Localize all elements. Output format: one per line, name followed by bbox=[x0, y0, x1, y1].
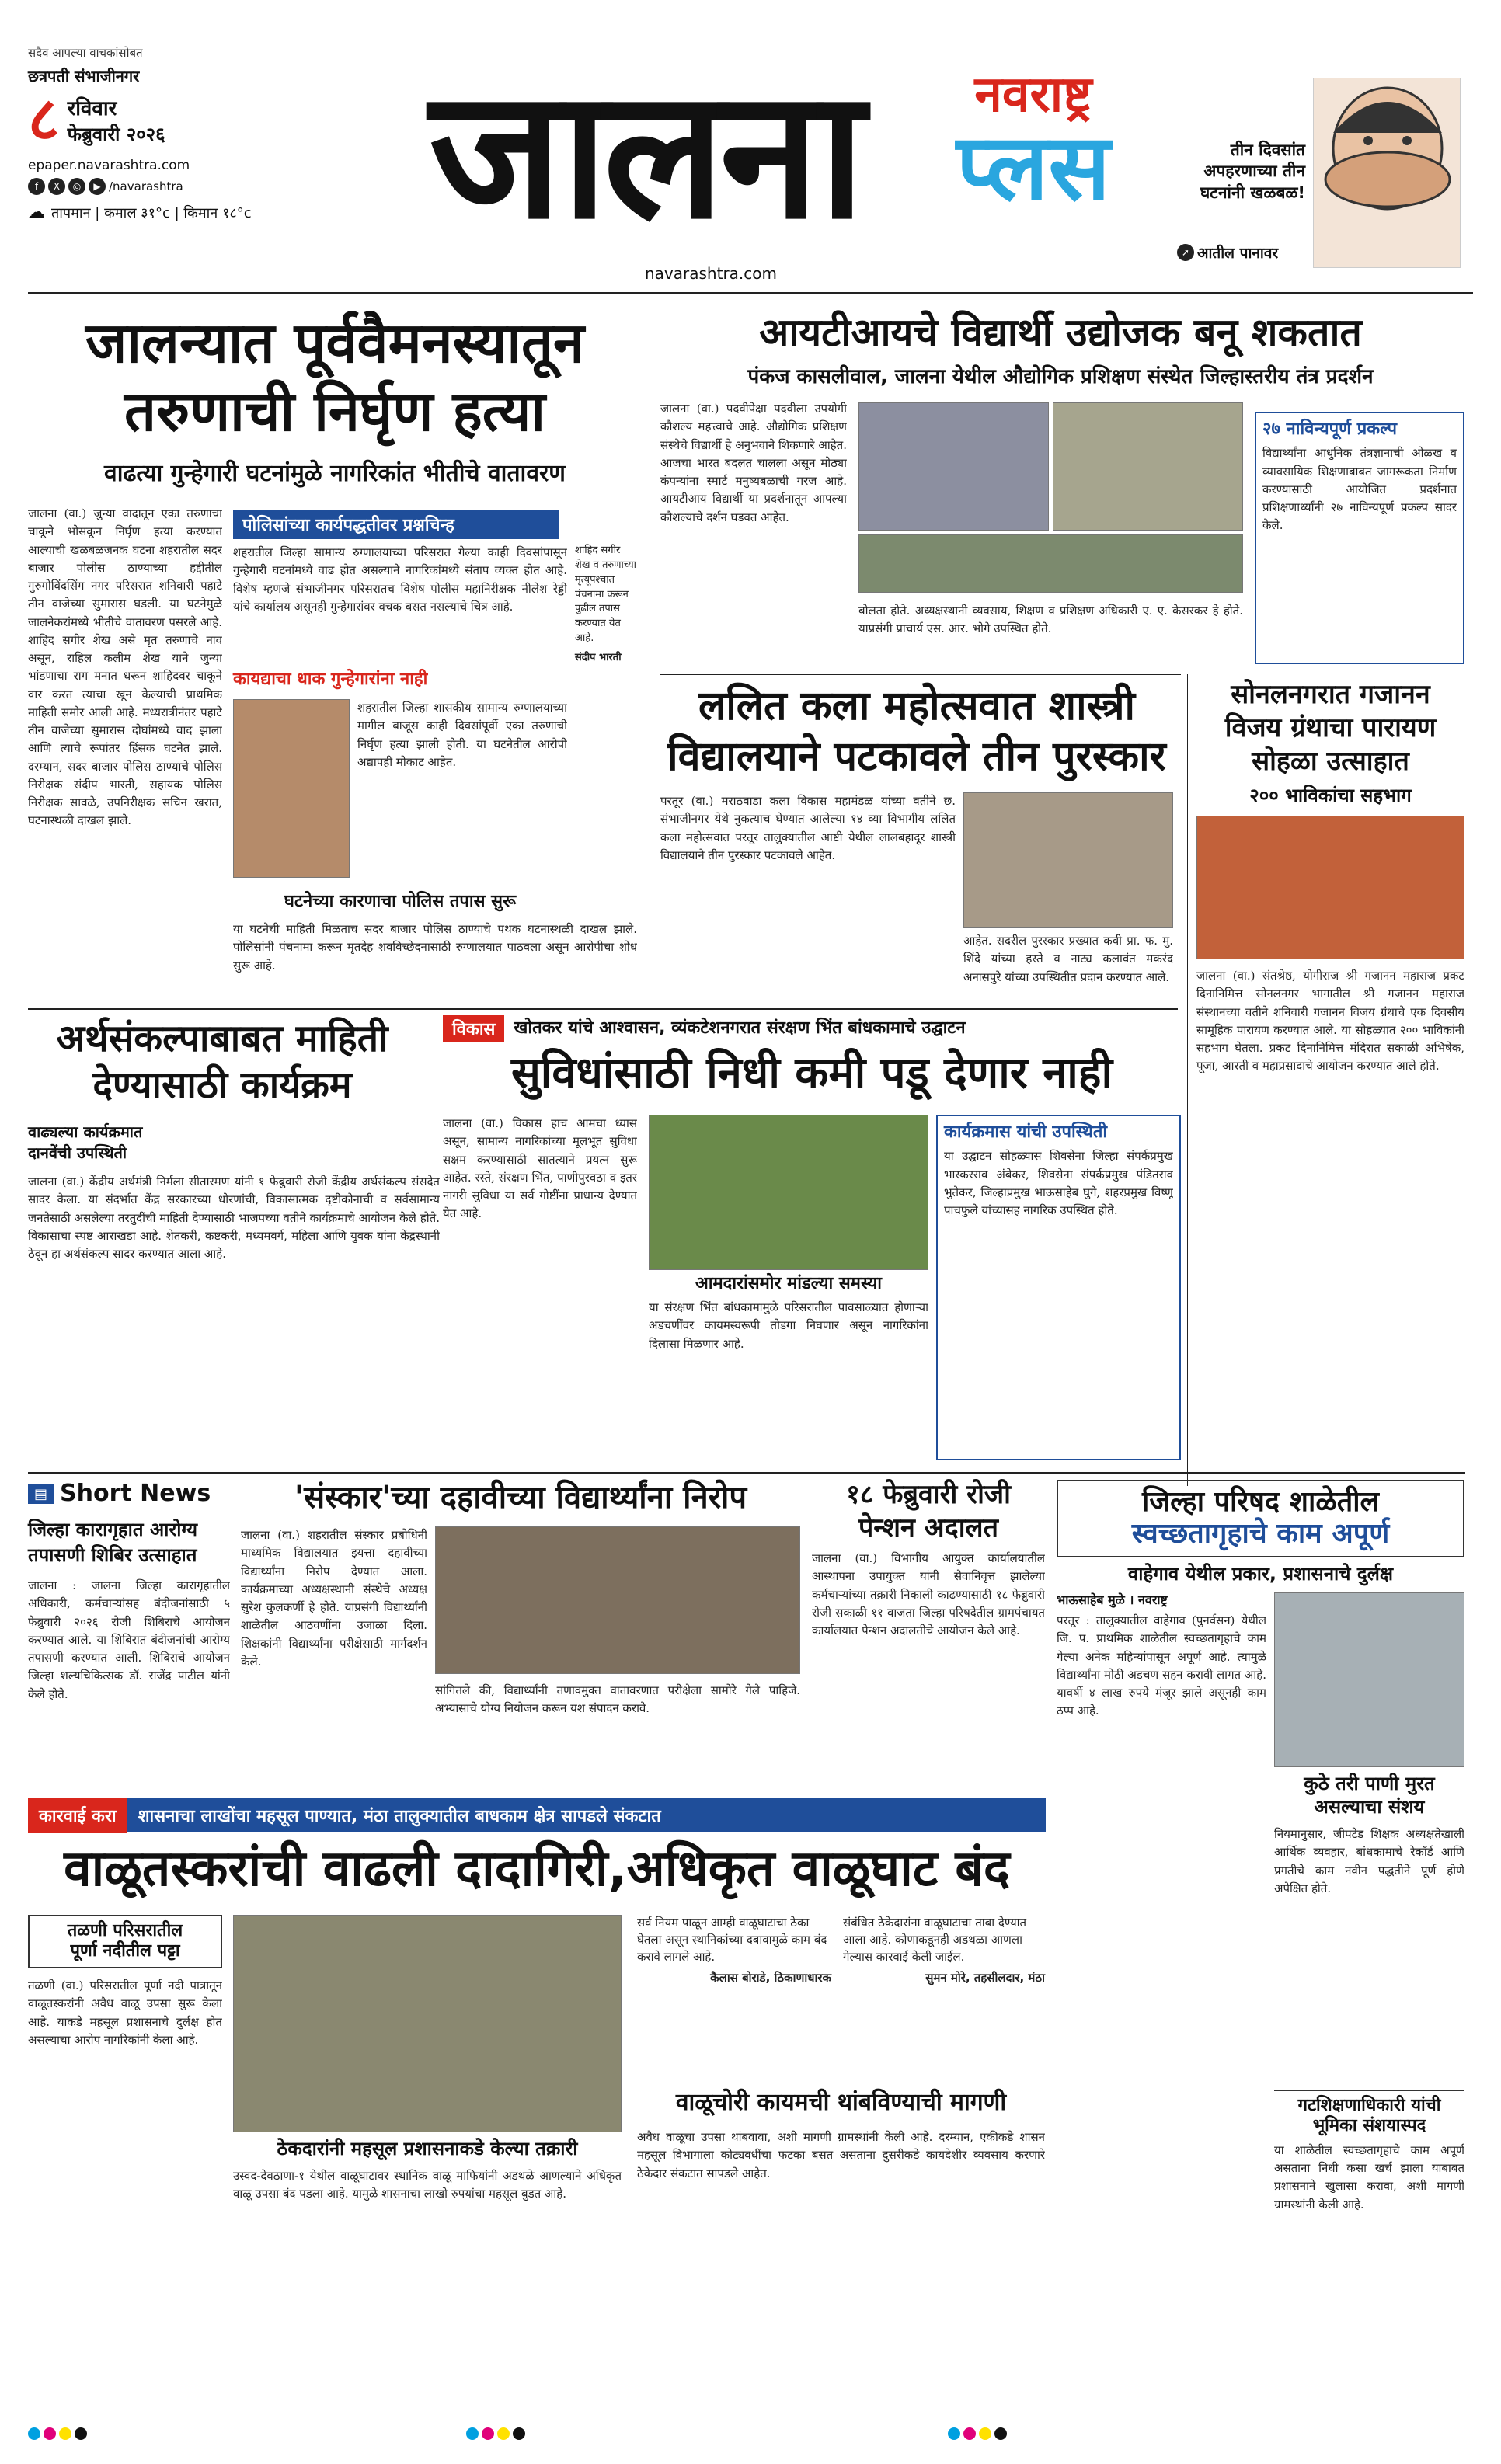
s6-kicker-row bbox=[443, 1014, 1181, 1042]
masthead-title: जालना bbox=[429, 51, 861, 259]
s6-tag: विकास bbox=[443, 1015, 504, 1042]
s5-body-spacer bbox=[225, 1122, 443, 1169]
youtube-icon[interactable]: ▶ bbox=[89, 178, 106, 195]
s9-headline-2: पेन्शन अदालत bbox=[858, 1512, 998, 1543]
brand-plus: प्लस bbox=[956, 113, 1111, 221]
teaser-illustration bbox=[1313, 78, 1461, 268]
s11-quote-1-by: कैलास बोराडे, ठिकाणाधारक bbox=[710, 1971, 831, 1985]
brand-logo bbox=[917, 66, 1150, 221]
s4-headline-3: सोहळा उत्साहात bbox=[1252, 746, 1409, 777]
masthead-left bbox=[28, 45, 354, 222]
s1-subhead: वाढत्या गुन्हेगारी घटनांमुळे नागरिकांत भीतीचे वातावरण bbox=[104, 460, 566, 487]
weekday: रविवार bbox=[67, 96, 117, 120]
s3-body-2: आहेत. सदरील पुरस्कार प्रख्यात कवी प्रा. फ. मु. शिंदे यांच्या हस्ते व नाट्य कलावंत मकरंद अनासपुरे यांच्या उपस्थितीत प्रदान करण्यात आले. bbox=[963, 934, 1173, 984]
s4-subhead: २०० भाविकांचा सहभाग bbox=[1249, 785, 1412, 806]
s10-photo-caption-2: असल्याचा संशय bbox=[1314, 1796, 1425, 1818]
s7-label-row bbox=[28, 1480, 222, 1508]
facebook-icon[interactable]: f bbox=[28, 178, 45, 195]
print-registration-left bbox=[28, 2427, 90, 2443]
s1-headline-2: तरुणाची निर्घृण हत्या bbox=[124, 378, 546, 444]
s10-subhead: वाहेगाव येथील प्रकार, प्रशासनाचे दुर्लक्ष bbox=[1127, 1563, 1394, 1585]
teaser-link[interactable] bbox=[1177, 242, 1332, 263]
edition-city: छत्रपती संभाजीनगर bbox=[28, 67, 140, 85]
s9-body: जालना (वा.) विभागीय आयुक्त कार्यालयातील आस्थापना उपायुक्त यांनी सेवानिवृत्त झालेल्या कर्मचाऱ्यांच्या तक्रारी निकाली काढण्यासाठी १८ फेब्रुवारी रोजी सकाळी ११ वाजता जिल्हा परिषदेतील ग्रामपंचायत कार्यालयात पेन्शन अदालतीचे आयोजन केले आहे. bbox=[812, 1551, 1045, 1637]
s2-photo-3 bbox=[858, 534, 1243, 593]
s10-headline-2: स्वच्छतागृहाचे काम अपूर्ण bbox=[1131, 1518, 1390, 1550]
s3-photo bbox=[963, 792, 1173, 928]
s11-quote-1-box bbox=[637, 1915, 831, 2070]
s1-quote: शाहिद सगीर शेख व तरुणाच्या मृत्यूपश्चात पंचनामा करून पुढील तपास करण्यात येत आहे. bbox=[575, 545, 636, 645]
s11-side-title-2: पूर्णा नदीतील पट्टा bbox=[70, 1941, 180, 1961]
s2-box-title: २७ नाविन्यपूर्ण प्रकल्प bbox=[1262, 419, 1398, 439]
distressed-child-illustration bbox=[1314, 78, 1461, 268]
social-handle: /navarashtra bbox=[109, 179, 183, 193]
s10-headline-1: जिल्हा परिषद शाळेतील bbox=[1142, 1486, 1379, 1518]
s2-body: जालना (वा.) पदवीपेक्षा पदवीला उपयोगी कौशल्य महत्त्वाचे आहे. औद्योगिक प्रशिक्षण संस्थेचे विद्यार्थी हे अनुभवाने शिकणारे आहेत. आजचा भारत बदलत चालला असून मोठ्या कंपन्यांना स्मार्ट मनुष्यबळाची गरज आहे. आयटीआय विद्यार्थी या प्रदर्शनातून आपल्या कौशल्याचे दर्शन घडवत आहेत. bbox=[660, 402, 847, 524]
date-day-number: ८ bbox=[28, 85, 60, 155]
s10-head-box bbox=[1057, 1480, 1464, 1557]
s5-body: जालना (वा.) केंद्रीय अर्थमंत्री निर्मला सीतारमण यांनी १ फेब्रुवारी रोजी केंद्रीय अर्थसंकल्प संसदेत सादर केला. या संदर्भात केंद्र सरकारच्या धोरणांची, विकासात्मक दृष्टीकोनाची व सर्वसामान्य जनतेसाठी असलेल्या तरतुदींची माहिती देण्यासाठी भाजपच्या वतीने कार्यक्रमाचे आयोजन केले होते. विकासाचा स्पष्ट आराखडा आहे. शेतकरी, कष्टकरी, मध्यमवर्ग, महिला आणि युवक यांना केंद्रस्थानी ठेवून हा अर्थसंकल्प सादर करण्यात आला आहे. bbox=[28, 1175, 440, 1261]
s3-body: परतूर (वा.) मराठवाडा कला विकास महामंडळ यांच्या वतीने छ. संभाजीनगर येथे नुकत्याच घेण्यात आलेल्या १४ व्या विभागीय ललित कला महोत्सवात परतूर तालुक्यातील आष्टी येथील लालबहादूर शास्त्री विद्यालयाने तीन पुरस्कार पटकावले आहेत. bbox=[660, 794, 956, 862]
lower-rule bbox=[28, 1472, 1465, 1474]
s5-headline-2: देण्यासाठी कार्यक्रम bbox=[92, 1063, 352, 1107]
instagram-icon[interactable]: ◎ bbox=[68, 178, 85, 195]
s5-subhead-1: वाढ्यल्या कार्यक्रमात bbox=[28, 1122, 143, 1141]
s11-subhead-2: वाळूचोरी कायमची थांबविण्याची मागणी bbox=[675, 2089, 1007, 2116]
s1-box-title: कायद्याचा धाक गुन्हेगारांना नाही bbox=[233, 670, 428, 689]
s5-subhead-2: दानवेंची उपस्थिती bbox=[28, 1143, 127, 1162]
s1-caption: घटनेच्या कारणाचा पोलिस तपास सुरू bbox=[284, 892, 517, 911]
s10-photo bbox=[1274, 1592, 1464, 1767]
s6-box-body: या उद्घाटन सोहळ्यास शिवसेना जिल्हा संपर्कप्रमुख भास्करराव अंबेकर, शिवसेना संपर्कप्रमुख पंडितराव भुतेकर, जिल्हाप्रमुख भाऊसाहेब घुगे, शहरप्रमुख विष्णू पाचफुले यांच्यासह नागरिक उपस्थित होते. bbox=[944, 1149, 1173, 1218]
s8-body-2: सांगितले की, विद्यार्थ्यांनी तणावमुक्त वातावरणात परीक्षेला सामोरे गेले पाहिजे. अभ्यासाचे योग्य नियोजन करून यश संपादन करावे. bbox=[435, 1683, 800, 1716]
s8-headline: 'संस्कार'च्या दहावीच्या विद्यार्थ्यांना निरोप bbox=[294, 1480, 747, 1516]
s1-headline-1: जालन्यात पूर्ववैमनस्यातून bbox=[85, 310, 585, 375]
s3-headline-2: विद्यालयाने पटकावले तीन पुरस्कार bbox=[667, 733, 1166, 780]
print-registration-mid bbox=[466, 2427, 528, 2443]
teaser-byline: आतील पानावर bbox=[1197, 245, 1279, 262]
s6-headline: सुविधांसाठी निधी कमी पडू देणार नाही bbox=[510, 1048, 1113, 1098]
brand-name: नवराष्ट्र bbox=[974, 66, 1092, 124]
s11-side-title-1: तळणी परिसरातील bbox=[67, 1921, 183, 1940]
s11-quote-2: संबंधित ठेकेदारांना वाळूघाटाचा ताबा देण्यात आला आहे. कोणाकडूनही अडथळा आणला गेल्यास कारवाई केली जाईल. bbox=[843, 1916, 1027, 1964]
s10-body: परतूर : तालुक्यातील वाहेगाव (पुनर्वसन) येथील जि. प. प्राथमिक शाळेतील स्वच्छतागृहाचे काम गेल्या अनेक महिन्यांपासून अपूर्ण आहे. त्यामुळे विद्यार्थ्यांना मोठी अडचण सहन करावी लागत आहे. यावर्षी ४ लाख रुपये मंजूर झाले असूनही काम ठप्प आहे. bbox=[1057, 1613, 1266, 1718]
s7-headline-1: जिल्हा कारागृहात आरोग्य bbox=[28, 1519, 198, 1540]
s3-headline-1: ललित कला महोत्सवात शास्त्री bbox=[698, 683, 1136, 729]
s6-caption: आमदारांसमोर मांडल्या समस्या bbox=[695, 1274, 882, 1293]
s11-kicker-bar bbox=[28, 1798, 1046, 1832]
s4-headline-1: सोनलनगरात गजानन bbox=[1231, 679, 1430, 710]
s6-box bbox=[936, 1115, 1181, 1460]
masthead-rule bbox=[28, 292, 1473, 294]
s11-headline: वाळूतस्करांची वाढली दादागिरी,अधिकृत वाळूघाट बंद bbox=[64, 1840, 1010, 1898]
tagline: सदैव आपल्या वाचकांसोबत bbox=[28, 46, 143, 60]
weather-icon: ☁ bbox=[28, 203, 45, 222]
mid-rule bbox=[28, 1008, 1178, 1010]
s11-kicker: शासनाचा लाखोंचा महसूल पाण्यात, मंठा तालुक्यातील बाधकाम क्षेत्र सापडले संकटात bbox=[138, 1807, 661, 1826]
s2-headline: आयटीआयचे विद्यार्थी उद्योजक बनू शकतात bbox=[759, 310, 1362, 355]
s1-photo bbox=[233, 699, 350, 878]
teaser-text: तीन दिवसांत अपहरणाच्या तीन घटनांनी खळबळ! bbox=[1200, 141, 1305, 202]
weather-readout: तापमान | कमाल ३१°c | किमान १८°c bbox=[51, 204, 252, 221]
s4-headline-2: विजय ग्रंथाचा पारायण bbox=[1224, 712, 1437, 743]
s3-top-rule bbox=[660, 674, 1181, 675]
masthead-site: navarashtra.com bbox=[645, 264, 777, 283]
s11-side-body: तळणी (वा.) परिसरातील पूर्णा नदी पात्रातून वाळूतस्करांनी अवैध वाळू उपसा सुरू केला आहे. याकडे महसूल प्रशासनाचे दुर्लक्ष होत असल्याचा आरोप नागरिकांनी केला आहे. bbox=[28, 1979, 222, 2047]
s4-body: जालना (वा.) संतश्रेष्ठ, योगीराज श्री गजानन महाराज प्रकट दिनानिमित्त सोनलनगर भागातील श्री गजानन महाराज संस्थानच्या वतीने शनिवारी गजानन विजय ग्रंथाचे एक दिवसीय सामूहिक पारायण करण्यात आले. या सोहळ्यात २०० भाविकांनी सहभाग घेतला. प्रकट दिनानिमित्त मंदिरात सकाळी अभिषेक, पूजा, आरती व महाप्रसादाचे आयोजन करण्यात आले होते. bbox=[1196, 969, 1464, 1074]
s10-photo-caption-1: कुठे तरी पाणी मुरत bbox=[1304, 1773, 1435, 1794]
s11-side-box bbox=[28, 1915, 222, 1968]
col-divider-right bbox=[1187, 674, 1188, 1486]
print-registration-right bbox=[948, 2427, 1010, 2443]
arrow-icon: ➚ bbox=[1177, 244, 1194, 261]
s10-box-body: या शाळेतील स्वच्छतागृहाचे काम अपूर्ण असताना निधी कसा खर्च झाला याबाबत प्रशासनाने खुलासा करावा, अशी मागणी ग्रामस्थांनी केली आहे. bbox=[1274, 2142, 1464, 2212]
s11-quote-2-box bbox=[843, 1915, 1045, 2070]
s6-body: जालना (वा.) विकास हाच आमचा ध्यास असून, सामान्य नागरिकांच्या मूलभूत सुविधा सक्षम करण्यासाठी सातत्याने प्रयत्न सुरू आहेत. रस्ते, संरक्षण भिंत, पाणीपुरवठा व इतर नागरी सुविधा या सर्व गोष्टींना प्राधान्य देण्यात येत आहे. bbox=[443, 1116, 637, 1221]
s4-photo bbox=[1196, 816, 1464, 959]
s2-box bbox=[1255, 412, 1464, 664]
s1-quote-by: संदीप भारती bbox=[575, 651, 622, 663]
s11-body: उस्वद-देवठाणा-१ येथील वाळूघाटावर स्थानिक वाळू माफियांनी अडथळे आणल्याने अधिकृत वाळू उपसा बंद पडला आहे. यामुळे शासनाचा लाखो रुपयांचा महसूल बुडत आहे. bbox=[233, 2169, 622, 2201]
s7-body: जालना : जालना जिल्हा कारागृहातील अधिकारी, कर्मचाऱ्यांसह बंदीजनांसाठी ५ फेब्रुवारी २०२६ रोजी शिबिराचे आयोजन करण्यात आले. या शिबिरात बंदीजनांची आरोग्य तपासणी करण्यात आली. शिबिराचे आयोजन जिल्हा शल्यचिकित्सक डॉ. राजेंद्र पाटील यांनी केले होते. bbox=[28, 1578, 230, 1701]
s11-quote-1: सर्व नियम पाळून आम्ही वाळूघाटाचा ठेका घेतला असून स्थानिकांच्या दबावामुळे काम बंद करावे लागले आहे. bbox=[637, 1916, 827, 1964]
s2-subhead: पंकज कासलीवाल, जालना येथील औद्योगिक प्रशिक्षण संस्थेत जिल्हास्तरीय तंत्र प्रदर्शन bbox=[747, 365, 1374, 388]
s8-photo bbox=[435, 1526, 800, 1674]
s10-body-2: नियमानुसार, जीपटेड शिक्षक अध्यक्षतेखाली आर्थिक व्यवहार, बांधकामाचे रेकॉर्ड आणि प्रगतीचे काम नवीन पद्धतीने पूर्ण होणे अपेक्षित होते. bbox=[1274, 1827, 1464, 1895]
x-icon[interactable]: X bbox=[48, 178, 65, 195]
s6-kicker: खोतकर यांचे आश्वासन, व्यंकटेशनगरात संरक्षण भिंत बांधकामाचे उद्घाटन bbox=[514, 1018, 966, 1038]
s1-body-3: या घटनेची माहिती मिळताच सदर बाजार पोलिस ठाण्याचे पथक घटनास्थळी दाखल झाले. पोलिसांनी पंचनामा करून मृतदेह शवविच्छेदनासाठी रुग्णालयात पाठवला असून आरोपीचा शोध सुरू आहे. bbox=[233, 922, 637, 973]
s7-headline-2: तपासणी शिबिर उत्साहात bbox=[28, 1544, 197, 1566]
s2-photo-1 bbox=[858, 402, 1049, 531]
s9-headline-1: १८ फेब्रुवारी रोजी bbox=[846, 1479, 1011, 1510]
s1-bar: पोलिसांच्या कार्यपद्धतीवर प्रश्नचिन्ह bbox=[233, 510, 559, 539]
s5-headline-1: अर्थसंकल्पाबाबत माहिती bbox=[56, 1017, 388, 1060]
s1-body: जालना (वा.) जुन्या वादातून एका तरुणाचा चाकूने भोसकून निर्घृण हत्या करण्यात आल्याची खळबळजनक घटना शहरातील सदर बाजार पोलीस ठाण्याच्या हद्दीतील गुरुगोविंदसिंग नगर परिसरात शनिवारी पहाटे तीन वाजेच्या सुमारास घडली. या घटनेमुळे जालनेकरांमध्ये भीतीचे वातावरण पसरले आहे. शाहिद सगीर शेख असे मृत तरुणाचे नाव असून, राहिल कलीम शेख याने जुन्या भांडणाचा राग मनात धरून शाहिदवर चाकूने वार करत त्याचा खून केल्याची प्राथमिक माहिती समोर आली आहे. मध्यरात्रीनंतर पहाटे तीन वाजेच्या सुमारास दोघांमध्ये वाद झाला आणि त्याचे रूपांतर हिंसक घटनेत झाले. दरम्यान, सदर बाजार पोलिस ठाण्याचे पोलिस निरीक्षक संदीप भारती, सहायक पोलिस निरीक्षक सावळे, उपनिरीक्षक सचिन खरात, घटनास्थळी दाखल झाले. bbox=[28, 506, 222, 828]
s6-body-2: या संरक्षण भिंत बांधकामामुळे परिसरातील पावसाळ्यात होणाऱ्या अडचणींवर कायमस्वरूपी तोडगा निघणार असून नागरिकांना दिलासा मिळणार आहे. bbox=[649, 1300, 928, 1351]
s10-byline: भाऊसाहेब मुळे । नवराष्ट्र bbox=[1057, 1592, 1168, 1607]
s2-caption: बोलता होते. अध्यक्षस्थानी व्यवसाय, शिक्षण व प्रशिक्षण अधिकारी ए. ए. केसरकर हे होते. याप्रसंगी प्राचार्य एस. आर. भोगे उपस्थित होते. bbox=[858, 604, 1243, 636]
s1-body-2: शहरातील जिल्हा सामान्य रुग्णालयाच्या परिसरात गेल्या काही दिवसांपासून गुन्हेगारी घटनांमध्ये वाढ होत असल्याने नागरिकांमध्ये संताप व्यक्त होत आहे. विशेष म्हणजे संभाजीनगर परिसरातच विशेष पोलीस महानिरीक्षक नीलेश रेड्डी यांचे कार्यालय असूनही गुन्हेगारांवर वचक बसत नसल्याचे चित्र आहे. bbox=[233, 545, 567, 614]
s10-box-title-2: भूमिका संशयास्पद bbox=[1312, 2116, 1426, 2136]
s1-box-body: शहरातील जिल्हा शासकीय सामान्य रुग्णालयाच्या मागील बाजूस काही दिवसांपूर्वी एका तरुणाची निर्घृण हत्या झाली होती. या घटनेतील आरोपी अद्यापही मोकाट आहेत. bbox=[357, 701, 567, 769]
s1-quote-box bbox=[575, 544, 637, 808]
s10-box-title-1: गटशिक्षणाधिकारी यांची bbox=[1297, 2096, 1441, 2115]
date: फेब्रुवारी २०२६ bbox=[67, 123, 165, 145]
s7-label: Short News bbox=[60, 1480, 211, 1507]
s11-tag: कारवाई करा bbox=[28, 1798, 127, 1833]
s6-photo bbox=[649, 1115, 928, 1270]
website[interactable]: epaper.navarashtra.com bbox=[28, 158, 190, 173]
s11-photo bbox=[233, 1915, 622, 2132]
s8-body: जालना (वा.) शहरातील संस्कार प्रबोधिनी माध्यमिक विद्यालयात इयत्ता दहावीच्या विद्यार्थ्यांना निरोप देण्यात आला. कार्यक्रमाच्या अध्यक्षस्थानी संस्थेचे अध्यक्ष सुरेश कुलकर्णी हे होते. याप्रसंगी विद्यार्थ्यांनी शाळेतील आठवणींना उजाळा दिला. शिक्षकांनी विद्यार्थ्यांना परीक्षेसाठी मार्गदर्शन केले. bbox=[241, 1528, 427, 1669]
s2-box-body: विद्यार्थ्यांना आधुनिक तंत्रज्ञानाची ओळख व व्यावसायिक शिक्षणाबाबत जागरूकता निर्माण करण्यासाठी आयोजित प्रदर्शनात प्रशिक्षणार्थ्यांनी २७ नाविन्यपूर्ण प्रकल्प सादर केले. bbox=[1262, 446, 1457, 533]
s10-box bbox=[1274, 2090, 1464, 2400]
s11-quote-2-by: सुमन मोरे, तहसीलदार, मंठा bbox=[925, 1971, 1045, 1985]
s6-box-title: कार्यक्रमास यांची उपस्थिती bbox=[944, 1122, 1108, 1142]
s2-photo-2 bbox=[1053, 402, 1243, 531]
s11-photo-caption: ठेकदारांनी महसूल प्रशासनाकडे केल्या तक्रारी bbox=[277, 2138, 578, 2159]
news-icon: ▤ bbox=[28, 1484, 54, 1504]
s11-body-2: अवैध वाळूचा उपसा थांबवावा, अशी मागणी ग्रामस्थांनी केली आहे. दरम्यान, एकीकडे शासन महसूल विभागाला कोट्यवधींचा फटका बसत असताना दुसरीकडे कायदेशीर व्यवसाय करणारे ठेकेदार संकटात सापडले आहेत. bbox=[637, 2130, 1045, 2180]
